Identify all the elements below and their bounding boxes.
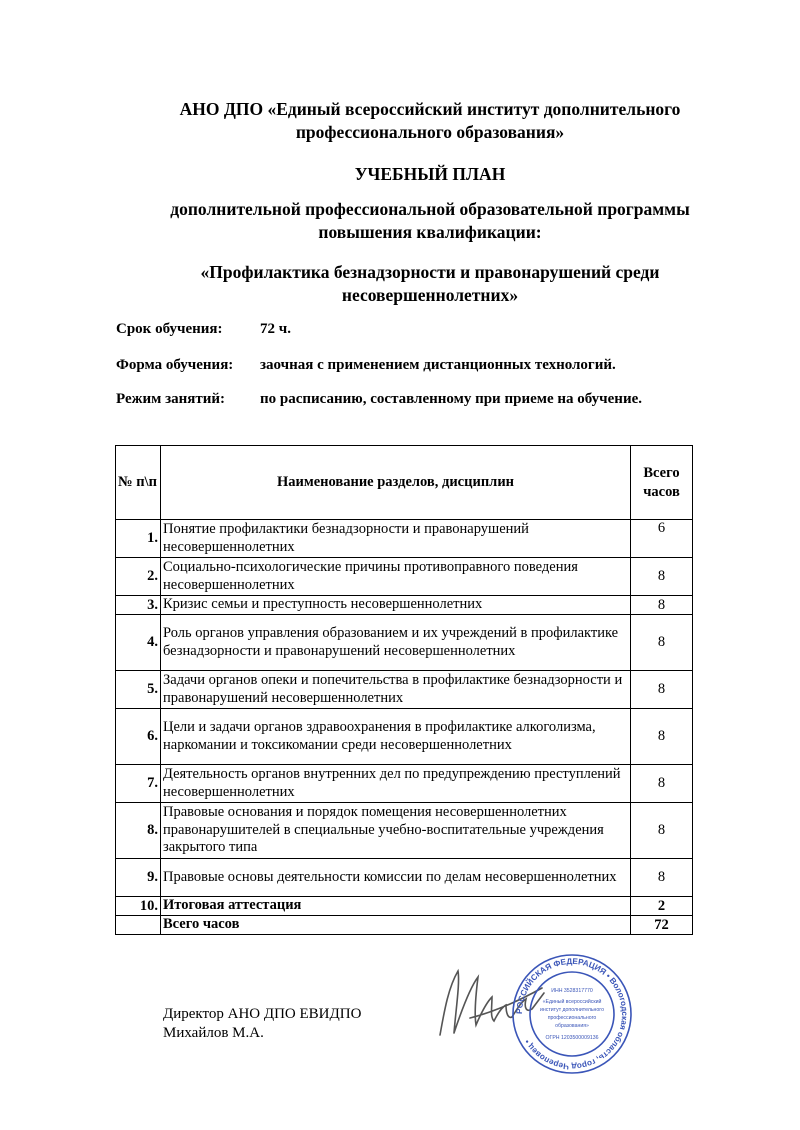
mode-value: по расписанию, составленному при приеме на обучение. xyxy=(260,391,642,407)
total-row-name: Всего часов xyxy=(161,916,631,935)
total-row xyxy=(116,916,693,935)
total-row-num xyxy=(116,916,161,935)
table-row xyxy=(116,520,693,558)
header-hours-line-2: часов xyxy=(643,483,680,500)
row-number: 8. xyxy=(116,803,161,859)
row-number: 1. xyxy=(116,520,161,558)
official-stamp xyxy=(510,952,634,1076)
header-num: № п\п xyxy=(116,446,161,520)
stamp-inner-line-3: институт дополнительного xyxy=(540,1007,604,1013)
stamp-inner-line-5: образования» xyxy=(555,1023,589,1029)
stamp-outer-text: РОССИЙСКАЯ ФЕДЕРАЦИЯ • Вологодская область, город Череповец • xyxy=(514,956,630,1072)
form-label: Форма обучения: xyxy=(116,357,234,373)
row-hours: 8 xyxy=(631,558,693,596)
header-hours xyxy=(631,446,693,520)
org-line-1: АНО ДПО «Единый всероссийский институт дополнительного xyxy=(179,99,681,119)
row-discipline-name: Правовые основы деятельности комиссии по делам несовершеннолетних xyxy=(161,859,631,897)
header-name: Наименование разделов, дисциплин xyxy=(161,446,631,520)
row-discipline-name: Задачи органов опеки и попечительства в профилактике безнадзорности и правонарушений несовершеннолетних xyxy=(161,671,631,709)
table-row xyxy=(116,558,693,596)
director-title: Директор АНО ДПО ЕВИДПО xyxy=(163,1006,362,1022)
meta-form xyxy=(116,357,616,374)
mode-label: Режим занятий: xyxy=(116,391,226,407)
row-hours: 6 xyxy=(631,520,693,558)
program-line-1: «Профилактика безнадзорности и правонарушений среди xyxy=(200,262,660,282)
program-subtitle xyxy=(60,198,800,244)
row-number: 4. xyxy=(116,615,161,671)
program-line-2: несовершеннолетних» xyxy=(341,285,519,305)
table-row xyxy=(116,803,693,859)
table-body xyxy=(116,520,693,935)
final-row-hours: 2 xyxy=(631,897,693,916)
row-discipline-name: Социально-психологические причины противоправного поведения несовершеннолетних xyxy=(161,558,631,596)
table-row xyxy=(116,859,693,897)
row-hours: 8 xyxy=(631,859,693,897)
stamp-ogrn: ОГРН 1203500009136 xyxy=(545,1035,599,1041)
director-signature-block xyxy=(163,1005,361,1043)
row-discipline-name: Понятие профилактики безнадзорности и правонарушений несовершеннолетних xyxy=(161,520,631,558)
stamp-inn: ИНН 3528317770 xyxy=(551,988,593,994)
curriculum-table xyxy=(115,445,693,935)
header-hours-line-1: Всего xyxy=(643,464,680,481)
table-row xyxy=(116,765,693,803)
row-hours: 8 xyxy=(631,765,693,803)
director-name: Михайлов М.А. xyxy=(163,1025,264,1041)
row-number: 6. xyxy=(116,709,161,765)
stamp-inner-line-4: профессионального xyxy=(547,1015,597,1021)
duration-label: Срок обучения: xyxy=(116,321,223,337)
program-name xyxy=(60,261,800,307)
table-row xyxy=(116,615,693,671)
meta-mode xyxy=(116,391,642,408)
table-row xyxy=(116,671,693,709)
row-hours: 8 xyxy=(631,709,693,765)
row-discipline-name: Цели и задачи органов здравоохранения в профилактике алкоголизма, наркомании и токсикомании среди несовершеннолетних xyxy=(161,709,631,765)
org-line-2: профессионального образования» xyxy=(295,122,565,142)
row-number: 3. xyxy=(116,596,161,615)
row-discipline-name: Роль органов управления образованием и их учреждений в профилактике безнадзорности и правонарушений несовершеннолетних xyxy=(161,615,631,671)
final-row xyxy=(116,897,693,916)
final-row-name: Итоговая аттестация xyxy=(161,897,631,916)
stamp-inner-line-2: «Единый всероссийский xyxy=(542,999,602,1005)
stamp-inner-ring xyxy=(530,972,614,1056)
table-header-row xyxy=(116,446,693,520)
subtitle-line-1: дополнительной профессиональной образовательной программы xyxy=(170,199,690,219)
final-row-num: 10. xyxy=(116,897,161,916)
form-value: заочная с применением дистанционных технологий. xyxy=(260,357,616,373)
total-row-hours: 72 xyxy=(631,916,693,935)
row-hours: 8 xyxy=(631,596,693,615)
organization-title xyxy=(60,98,800,144)
plan-title: УЧЕБНЫЙ ПЛАН xyxy=(354,164,506,184)
table-row xyxy=(116,596,693,615)
row-hours: 8 xyxy=(631,615,693,671)
row-number: 5. xyxy=(116,671,161,709)
row-number: 7. xyxy=(116,765,161,803)
row-number: 9. xyxy=(116,859,161,897)
row-discipline-name: Деятельность органов внутренних дел по предупреждению преступлений несовершеннолетних xyxy=(161,765,631,803)
row-number: 2. xyxy=(116,558,161,596)
meta-duration xyxy=(116,321,291,338)
row-hours: 8 xyxy=(631,803,693,859)
subtitle-line-2: повышения квалификации: xyxy=(318,222,542,242)
duration-value: 72 ч. xyxy=(260,321,291,337)
row-discipline-name: Кризис семьи и преступность несовершеннолетних xyxy=(161,596,631,615)
row-discipline-name: Правовые основания и порядок помещения несовершеннолетних правонарушителей в специальные учебно-воспитательные учреждения закрытого типа xyxy=(161,803,631,859)
table-row xyxy=(116,709,693,765)
row-hours: 8 xyxy=(631,671,693,709)
